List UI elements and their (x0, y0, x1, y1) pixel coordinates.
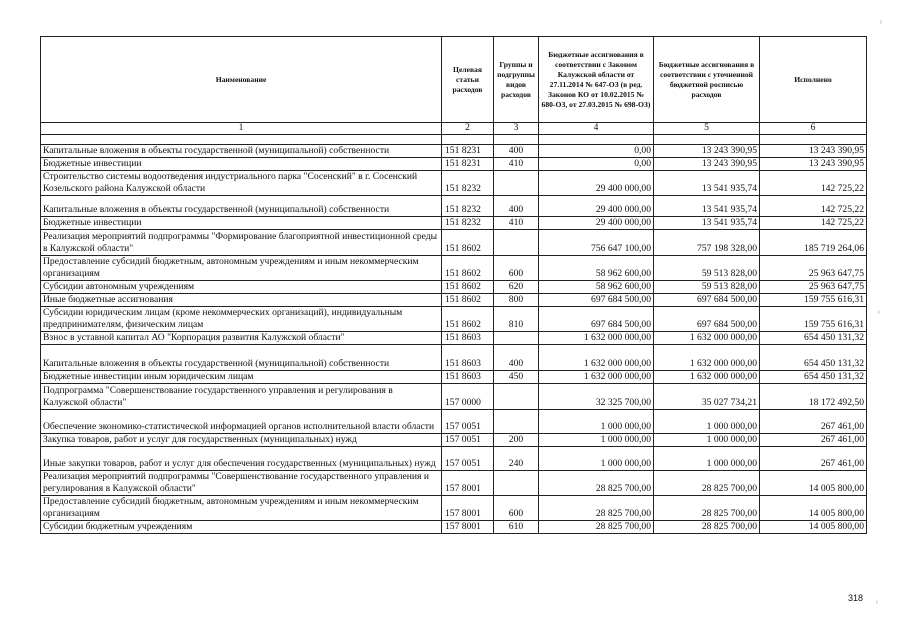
table-row (41, 196, 867, 217)
header-budget-law: Бюджетные ассигнования в соответствии с Законом Калужской области от 27.11.2014 № 647-ОЗ (в ред. Законов КО от 10.02.2015 № 680-ОЗ, от 27.03.2015 № 698-ОЗ) (539, 37, 654, 123)
table-row (41, 496, 867, 521)
row-budget-law: 29 400 000,00 (539, 196, 654, 217)
row-target-code: 157 0000 (442, 384, 494, 410)
row-budget-updated: 697 684 500,00 (654, 307, 760, 332)
row-group-code: 620 (494, 281, 539, 294)
table-row (41, 434, 867, 447)
row-name: Строительство системы водоотведения индустриального парка "Сосенский" в г. Сосенский Козельского района Калужской области (41, 171, 442, 196)
row-group-code (494, 384, 539, 410)
row-name: Иные закупки товаров, работ и услуг для обеспечения государственных (муниципальных) нужд (41, 447, 442, 471)
row-target-code: 157 8001 (442, 521, 494, 534)
row-name: Бюджетные инвестиции (41, 217, 442, 230)
row-target-code: 151 8602 (442, 294, 494, 307)
row-group-code (494, 332, 539, 345)
row-target-code: 151 8602 (442, 281, 494, 294)
table-row (41, 230, 867, 256)
row-executed: 13 243 390,95 (760, 158, 867, 171)
header-name: Наименование (41, 37, 442, 123)
row-budget-updated: 1 000 000,00 (654, 447, 760, 471)
page-number: 318 (848, 593, 864, 603)
scan-mark: ꜟ (878, 310, 880, 317)
row-executed: 25 963 647,75 (760, 256, 867, 281)
row-target-code: 151 8232 (442, 196, 494, 217)
row-group-code: 810 (494, 307, 539, 332)
row-budget-updated: 1 632 000 000,00 (654, 332, 760, 345)
row-executed: 18 172 492,50 (760, 384, 867, 410)
row-budget-updated: 59 513 828,00 (654, 256, 760, 281)
table-row (41, 171, 867, 196)
row-target-code: 151 8603 (442, 345, 494, 371)
table-row (41, 294, 867, 307)
row-target-code: 157 0051 (442, 434, 494, 447)
row-budget-updated: 59 513 828,00 (654, 281, 760, 294)
header-executed: Исполнено (760, 37, 867, 123)
row-executed: 142 725,22 (760, 171, 867, 196)
row-group-code: 400 (494, 196, 539, 217)
row-budget-updated: 35 027 734,21 (654, 384, 760, 410)
row-target-code: 151 8603 (442, 371, 494, 384)
row-executed: 13 243 390,95 (760, 145, 867, 158)
row-target-code: 151 8231 (442, 158, 494, 171)
table-header (41, 37, 867, 145)
row-budget-updated: 1 000 000,00 (654, 434, 760, 447)
row-group-code: 200 (494, 434, 539, 447)
row-budget-law: 1 000 000,00 (539, 410, 654, 434)
row-target-code: 157 0051 (442, 447, 494, 471)
spacer-row (41, 135, 867, 145)
row-name: Капитальные вложения в объекты государственной (муниципальной) собственности (41, 145, 442, 158)
table-row (41, 447, 867, 471)
row-executed: 14 005 800,00 (760, 471, 867, 496)
row-group-code: 400 (494, 145, 539, 158)
table-row (41, 384, 867, 410)
row-group-code (494, 230, 539, 256)
column-number: 2 (442, 123, 494, 135)
row-target-code: 151 8231 (442, 145, 494, 158)
row-group-code: 450 (494, 371, 539, 384)
row-group-code: 410 (494, 217, 539, 230)
row-name: Капитальные вложения в объекты государственной (муниципальной) собственности (41, 196, 442, 217)
row-budget-law: 28 825 700,00 (539, 471, 654, 496)
row-target-code: 151 8603 (442, 332, 494, 345)
row-budget-law: 1 000 000,00 (539, 447, 654, 471)
header-target: Целевая статьи расходов (442, 37, 494, 123)
row-budget-law: 29 400 000,00 (539, 171, 654, 196)
row-budget-updated: 757 198 328,00 (654, 230, 760, 256)
row-budget-law: 756 647 100,00 (539, 230, 654, 256)
row-budget-updated: 13 541 935,74 (654, 196, 760, 217)
table-row (41, 371, 867, 384)
row-budget-updated: 1 632 000 000,00 (654, 345, 760, 371)
row-executed: 142 725,22 (760, 196, 867, 217)
row-name: Субсидии автономным учреждениям (41, 281, 442, 294)
row-executed: 14 005 800,00 (760, 521, 867, 534)
table-row (41, 217, 867, 230)
row-target-code: 151 8602 (442, 230, 494, 256)
row-budget-law: 0,00 (539, 158, 654, 171)
column-number: 6 (760, 123, 867, 135)
row-name: Предоставление субсидий бюджетным, автономным учреждениям и иным некоммерческим организациям (41, 496, 442, 521)
row-name: Реализация мероприятий подпрограммы "Совершенствование государственного управления и регулирования в Калужской области" (41, 471, 442, 496)
row-group-code: 410 (494, 158, 539, 171)
table-row (41, 345, 867, 371)
row-name: Закупка товаров, работ и услуг для государственных (муниципальных) нужд (41, 434, 442, 447)
budget-table (40, 36, 867, 534)
row-name: Капитальные вложения в объекты государственной (муниципальной) собственности (41, 345, 442, 371)
row-name: Бюджетные инвестиции (41, 158, 442, 171)
row-name: Иные бюджетные ассигнования (41, 294, 442, 307)
table-row (41, 332, 867, 345)
header-budget-updated: Бюджетные ассигнования в соответствии с уточненной бюджетной росписью расходов (654, 37, 760, 123)
row-name: Обеспечение экономико-статистической информацией органов исполнительной власти области (41, 410, 442, 434)
row-executed: 267 461,00 (760, 447, 867, 471)
row-budget-updated: 28 825 700,00 (654, 496, 760, 521)
row-group-code: 800 (494, 294, 539, 307)
row-executed: 25 963 647,75 (760, 281, 867, 294)
row-group-code: 600 (494, 256, 539, 281)
row-executed: 14 005 800,00 (760, 496, 867, 521)
header-groups: Группы и подгруппы видов расходов (494, 37, 539, 123)
row-executed: 654 450 131,32 (760, 345, 867, 371)
row-budget-updated: 13 541 935,74 (654, 217, 760, 230)
table-row (41, 521, 867, 534)
row-budget-updated: 1 632 000 000,00 (654, 371, 760, 384)
table-row (41, 256, 867, 281)
row-budget-law: 697 684 500,00 (539, 294, 654, 307)
row-budget-updated: 13 541 935,74 (654, 171, 760, 196)
row-executed: 654 450 131,32 (760, 371, 867, 384)
row-budget-updated: 1 000 000,00 (654, 410, 760, 434)
row-executed: 159 755 616,31 (760, 307, 867, 332)
scan-mark: ꜟ (880, 20, 882, 27)
row-target-code: 151 8232 (442, 171, 494, 196)
row-name: Реализация мероприятий подпрограммы "Формирование благоприятной инвестиционной среды в Калужской области" (41, 230, 442, 256)
column-number: 3 (494, 123, 539, 135)
row-group-code (494, 410, 539, 434)
table-row (41, 145, 867, 158)
row-name: Бюджетные инвестиции иным юридическим лицам (41, 371, 442, 384)
row-group-code (494, 171, 539, 196)
row-executed: 267 461,00 (760, 410, 867, 434)
row-executed: 654 450 131,32 (760, 332, 867, 345)
row-budget-law: 1 632 000 000,00 (539, 332, 654, 345)
row-name: Взнос в уставной капитал АО "Корпорация развития Калужской области" (41, 332, 442, 345)
table-row (41, 158, 867, 171)
table-row (41, 410, 867, 434)
row-group-code: 610 (494, 521, 539, 534)
column-number: 4 (539, 123, 654, 135)
table-row (41, 281, 867, 294)
row-budget-law: 58 962 600,00 (539, 281, 654, 294)
row-budget-law: 28 825 700,00 (539, 521, 654, 534)
row-name: Предоставление субсидий бюджетным, автономным учреждениям и иным некоммерческим организациям (41, 256, 442, 281)
row-budget-law: 697 684 500,00 (539, 307, 654, 332)
row-target-code: 151 8602 (442, 307, 494, 332)
scan-mark: ꜟ (876, 600, 878, 607)
row-budget-updated: 697 684 500,00 (654, 294, 760, 307)
row-name: Субсидии юридическим лицам (кроме некоммерческих организаций), индивидуальным предпринимателям, физическим лицам (41, 307, 442, 332)
row-group-code: 600 (494, 496, 539, 521)
row-group-code (494, 471, 539, 496)
row-executed: 267 461,00 (760, 434, 867, 447)
row-name: Субсидии бюджетным учреждениям (41, 521, 442, 534)
row-target-code: 157 8001 (442, 496, 494, 521)
table-row (41, 471, 867, 496)
row-executed: 142 725,22 (760, 217, 867, 230)
column-numbers-row (41, 123, 867, 135)
row-budget-law: 1 632 000 000,00 (539, 345, 654, 371)
row-budget-law: 58 962 600,00 (539, 256, 654, 281)
row-budget-updated: 13 243 390,95 (654, 145, 760, 158)
table-body (41, 145, 867, 534)
row-budget-law: 29 400 000,00 (539, 217, 654, 230)
row-name: Подпрограмма "Совершенствование государственного управления и регулирования в Калужской области" (41, 384, 442, 410)
column-number: 5 (654, 123, 760, 135)
row-budget-law: 32 325 700,00 (539, 384, 654, 410)
row-target-code: 157 8001 (442, 471, 494, 496)
row-group-code: 240 (494, 447, 539, 471)
row-budget-updated: 13 243 390,95 (654, 158, 760, 171)
row-budget-law: 0,00 (539, 145, 654, 158)
column-number: 1 (41, 123, 442, 135)
row-executed: 159 755 616,31 (760, 294, 867, 307)
table-row (41, 307, 867, 332)
row-budget-updated: 28 825 700,00 (654, 521, 760, 534)
row-budget-law: 1 000 000,00 (539, 434, 654, 447)
row-budget-law: 28 825 700,00 (539, 496, 654, 521)
row-budget-updated: 28 825 700,00 (654, 471, 760, 496)
row-target-code: 151 8232 (442, 217, 494, 230)
row-target-code: 157 0051 (442, 410, 494, 434)
row-group-code: 400 (494, 345, 539, 371)
row-budget-law: 1 632 000 000,00 (539, 371, 654, 384)
row-executed: 185 719 264,06 (760, 230, 867, 256)
row-target-code: 151 8602 (442, 256, 494, 281)
